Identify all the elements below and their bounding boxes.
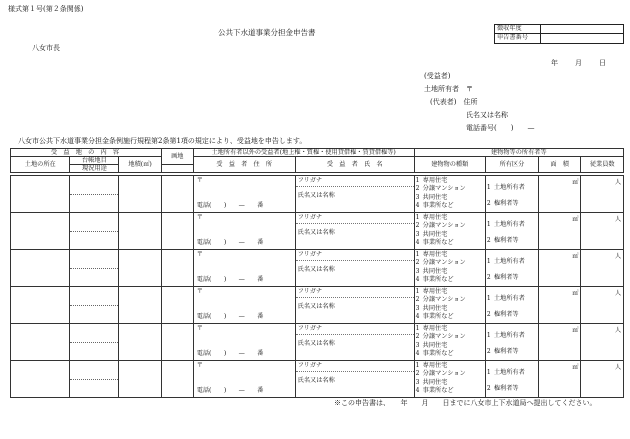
page-title: 公共下水道事業分担金申告書 <box>218 28 316 37</box>
employees-cell[interactable] <box>581 176 624 213</box>
beneficiary-address-header: 受 益 者 住 所 <box>193 157 295 173</box>
beneficiary-address-cell[interactable] <box>193 250 295 287</box>
beneficiary-address-cell[interactable] <box>193 361 295 398</box>
ownership-option[interactable]: 権利者等 <box>493 236 519 244</box>
furigana-label: フリガナ <box>297 250 323 258</box>
ownership-number: 2 <box>486 310 491 318</box>
postal-mark: 〒 <box>196 213 203 221</box>
land-location-cell[interactable] <box>11 250 70 287</box>
employee-unit: 人 <box>614 326 621 334</box>
building-type-number: 3 <box>415 230 420 238</box>
building-type-cell <box>414 250 485 287</box>
table-body <box>10 175 624 398</box>
furigana-label: フリガナ <box>297 176 323 184</box>
floor-area-cell[interactable] <box>538 213 580 250</box>
building-type-option[interactable]: 共同住宅 <box>422 230 448 238</box>
area-unit: ㎡ <box>572 326 579 334</box>
owner-label: 土地所有者 〒 <box>424 85 473 93</box>
ownership-number: 2 <box>486 347 491 355</box>
chiban-cell[interactable] <box>161 213 193 250</box>
building-type-number: 1 <box>415 213 420 221</box>
ownership-option[interactable]: 土地所有者 <box>493 331 525 339</box>
representative-label: (代表者) 住所 <box>430 98 478 106</box>
land-location-header: 土地の所在 <box>11 157 70 173</box>
building-type-number: 3 <box>415 341 420 349</box>
building-type-number: 2 <box>415 296 420 303</box>
table-row <box>11 287 624 324</box>
juekichi-header: 受 益 地 の 内 容 <box>11 149 162 157</box>
building-type-number: 4 <box>415 387 420 394</box>
building-type-number: 4 <box>415 350 420 357</box>
land-location-cell[interactable] <box>11 213 70 250</box>
floor-area-cell[interactable] <box>538 287 580 324</box>
ownership-option[interactable]: 権利者等 <box>493 384 519 392</box>
ownership-number: 1 <box>486 257 491 265</box>
area-cell[interactable] <box>119 361 161 398</box>
building-type-number: 4 <box>415 276 420 283</box>
building-type-option[interactable]: 専用住宅 <box>422 287 448 295</box>
ownership-option[interactable]: 権利者等 <box>493 199 519 207</box>
building-type-number: 2 <box>415 222 420 229</box>
building-type-option[interactable]: 専用住宅 <box>422 176 448 184</box>
top-right-box <box>494 24 624 44</box>
beneficiary-phone: 電話( ) — 番 <box>196 349 264 357</box>
ownership-number: 2 <box>486 236 491 244</box>
ownership-option[interactable]: 権利者等 <box>493 310 519 318</box>
building-type-option[interactable]: 共同住宅 <box>422 304 448 312</box>
area-unit: ㎡ <box>572 289 579 297</box>
building-type-number: 2 <box>415 185 420 192</box>
juekichi-table <box>10 148 624 173</box>
floor-area-header: 面 積 <box>538 157 580 173</box>
employees-cell[interactable] <box>581 250 624 287</box>
area-cell[interactable] <box>119 176 161 213</box>
table-row <box>11 361 624 398</box>
floor-area-cell[interactable] <box>538 324 580 361</box>
ownership-cell <box>485 213 538 250</box>
beneficiary-name-label: 氏名又は名称 <box>297 191 335 199</box>
ownership-option[interactable]: 土地所有者 <box>493 220 525 228</box>
fiscal-year-label: 徴収年度 <box>495 25 541 33</box>
ownership-option[interactable]: 土地所有者 <box>493 368 525 376</box>
footer-note: ※この申告書は、 年 月 日までに八女市上下水道局へ提出してください。 <box>334 399 597 407</box>
form-number: 様式第１号(第２条関係) <box>8 5 84 13</box>
land-location-cell[interactable] <box>11 176 70 213</box>
building-type-option[interactable]: 分譲マンション <box>422 333 466 340</box>
floor-area-cell[interactable] <box>538 361 580 398</box>
chiban-cell[interactable] <box>161 287 193 324</box>
recipient: 八女市長 <box>32 44 60 52</box>
date-line: 年 月 日 <box>551 59 607 67</box>
postal-mark: 〒 <box>196 250 203 258</box>
ownership-option[interactable]: 権利者等 <box>493 273 519 281</box>
beneficiary-name-label: 氏名又は名称 <box>297 228 335 236</box>
area-unit: ㎡ <box>572 178 579 186</box>
table-row <box>11 324 624 361</box>
beneficiary-name-label: 氏名又は名称 <box>297 376 335 384</box>
building-type-option[interactable]: 共同住宅 <box>422 378 448 386</box>
ownership-number: 2 <box>486 273 491 281</box>
building-type-number: 2 <box>415 333 420 340</box>
beneficiary-address-cell[interactable] <box>193 176 295 213</box>
building-type-option[interactable]: 分譲マンション <box>422 185 466 192</box>
ownership-header: 所有区分 <box>485 157 538 173</box>
ownership-option[interactable]: 土地所有者 <box>493 183 525 191</box>
building-type-option[interactable]: 分譲マンション <box>422 296 466 303</box>
area-cell[interactable] <box>119 287 161 324</box>
building-type-number: 4 <box>415 313 420 320</box>
ledger-category-cell[interactable] <box>70 213 119 250</box>
land-location-cell[interactable] <box>11 324 70 361</box>
ownership-number: 1 <box>486 183 491 191</box>
building-type-number: 3 <box>415 193 420 201</box>
beneficiary-name-cell[interactable] <box>295 176 414 213</box>
ledger-category-cell[interactable] <box>70 287 119 324</box>
employee-unit: 人 <box>614 252 621 260</box>
beneficiary-name-cell[interactable] <box>295 250 414 287</box>
furigana-label: フリガナ <box>297 213 323 221</box>
beneficiary-name-cell[interactable] <box>295 213 414 250</box>
postal-mark: 〒 <box>196 176 203 184</box>
area-header: 地積(㎡) <box>119 157 162 173</box>
building-group-header: 建物物等の所有者等 <box>414 149 623 157</box>
table-row <box>11 213 624 250</box>
employee-unit: 人 <box>614 289 621 297</box>
beneficiary-address-cell[interactable] <box>193 213 295 250</box>
ledger-category-header: 台帳地目 <box>70 157 119 165</box>
land-location-cell[interactable] <box>11 361 70 398</box>
building-type-number: 3 <box>415 378 420 386</box>
applicant-heading: (受益者) <box>424 72 451 80</box>
building-type-option[interactable]: 事業所など <box>422 276 454 283</box>
building-type-number: 2 <box>415 370 420 377</box>
building-type-option[interactable]: 事業所など <box>422 202 454 209</box>
area-cell[interactable] <box>119 213 161 250</box>
ownership-cell <box>485 176 538 213</box>
application-number-field[interactable] <box>541 34 623 43</box>
beneficiary-phone: 電話( ) — 番 <box>196 312 264 320</box>
chiban-header: 画地 <box>161 149 193 165</box>
building-type-number: 2 <box>415 259 420 266</box>
ownership-number: 1 <box>486 294 491 302</box>
furigana-label: フリガナ <box>297 287 323 295</box>
building-type-option[interactable]: 共同住宅 <box>422 267 448 275</box>
beneficiary-phone: 電話( ) — 番 <box>196 201 264 209</box>
building-type-option[interactable]: 専用住宅 <box>422 250 448 258</box>
statement: 八女市公共下水道事業分担金条例施行規程第2条第1項の規定により、受益地を申告します。 <box>18 137 307 145</box>
building-type-option[interactable]: 分譲マンション <box>422 259 466 266</box>
employee-unit: 人 <box>614 178 621 186</box>
chiban-cell[interactable] <box>161 250 193 287</box>
beneficiary-name-label: 氏名又は名称 <box>297 339 335 347</box>
ownership-option[interactable]: 土地所有者 <box>493 257 525 265</box>
employees-cell[interactable] <box>581 287 624 324</box>
postal-mark: 〒 <box>196 287 203 295</box>
beneficiary-name-cell[interactable] <box>295 361 414 398</box>
area-cell[interactable] <box>119 250 161 287</box>
ledger-category-cell[interactable] <box>70 324 119 361</box>
building-type-number: 1 <box>415 250 420 258</box>
floor-area-cell[interactable] <box>538 250 580 287</box>
building-type-option[interactable]: 分譲マンション <box>422 222 466 229</box>
ownership-cell <box>485 361 538 398</box>
employees-cell[interactable] <box>581 213 624 250</box>
building-type-option[interactable]: 事業所など <box>422 350 454 357</box>
chiban-cell[interactable] <box>161 176 193 213</box>
building-type-header: 建物物の種類 <box>414 157 485 173</box>
building-type-cell <box>414 361 485 398</box>
ownership-number: 2 <box>486 384 491 392</box>
beneficiary-group-header: 土地所有者以外の受益者(地上権・質権・使用貸借権・賃貸借権等) <box>193 149 414 157</box>
application-number-label: 申告書番号 <box>495 34 541 43</box>
building-type-option[interactable]: 分譲マンション <box>422 370 466 377</box>
ledger-category-cell[interactable] <box>70 176 119 213</box>
table-row <box>11 250 624 287</box>
building-type-number: 4 <box>415 239 420 246</box>
postal-mark: 〒 <box>196 324 203 332</box>
beneficiary-address-cell[interactable] <box>193 324 295 361</box>
building-type-cell <box>414 324 485 361</box>
building-type-option[interactable]: 専用住宅 <box>422 324 448 332</box>
furigana-label: フリガナ <box>297 361 323 369</box>
ownership-number: 1 <box>486 220 491 228</box>
ownership-number: 1 <box>486 331 491 339</box>
building-type-option[interactable]: 共同住宅 <box>422 341 448 349</box>
furigana-label: フリガナ <box>297 324 323 332</box>
ledger-category-cell[interactable] <box>70 250 119 287</box>
area-unit: ㎡ <box>572 252 579 260</box>
building-type-option[interactable]: 事業所など <box>422 313 454 320</box>
beneficiary-name-label: 氏名又は名称 <box>297 265 335 273</box>
fiscal-year-field[interactable] <box>541 25 623 33</box>
employee-unit: 人 <box>614 363 621 371</box>
employees-cell[interactable] <box>581 324 624 361</box>
building-type-number: 1 <box>415 324 420 332</box>
floor-area-cell[interactable] <box>538 176 580 213</box>
beneficiary-name-label: 氏名又は名称 <box>297 302 335 310</box>
ownership-number: 1 <box>486 368 491 376</box>
chiban-cell[interactable] <box>161 361 193 398</box>
area-unit: ㎡ <box>572 363 579 371</box>
ownership-cell <box>485 250 538 287</box>
table-row <box>11 176 624 213</box>
beneficiary-name-cell[interactable] <box>295 324 414 361</box>
building-type-number: 3 <box>415 267 420 275</box>
land-location-cell[interactable] <box>11 287 70 324</box>
building-type-number: 1 <box>415 287 420 295</box>
ownership-number: 2 <box>486 199 491 207</box>
building-type-option[interactable]: 専用住宅 <box>422 213 448 221</box>
employees-header: 従業員数 <box>581 157 624 173</box>
building-type-cell <box>414 213 485 250</box>
building-type-number: 3 <box>415 304 420 312</box>
ledger-category-cell[interactable] <box>70 361 119 398</box>
postal-mark: 〒 <box>196 361 203 369</box>
building-type-option[interactable]: 共同住宅 <box>422 193 448 201</box>
applicant-name-label: 氏名又は名称 <box>466 111 508 119</box>
employee-unit: 人 <box>614 215 621 223</box>
beneficiary-address-cell[interactable] <box>193 287 295 324</box>
building-type-cell <box>414 287 485 324</box>
building-type-option[interactable]: 事業所など <box>422 387 454 394</box>
building-type-number: 4 <box>415 202 420 209</box>
ownership-cell <box>485 324 538 361</box>
beneficiary-phone: 電話( ) — 番 <box>196 386 264 394</box>
beneficiary-name-header: 受 益 者 氏 名 <box>295 157 414 173</box>
area-cell[interactable] <box>119 324 161 361</box>
employees-cell[interactable] <box>581 361 624 398</box>
current-use-header: 現況用途 <box>70 165 119 173</box>
building-type-option[interactable]: 専用住宅 <box>422 361 448 369</box>
building-type-option[interactable]: 事業所など <box>422 239 454 246</box>
ownership-option[interactable]: 権利者等 <box>493 347 519 355</box>
beneficiary-phone: 電話( ) — 番 <box>196 275 264 283</box>
beneficiary-phone: 電話( ) — 番 <box>196 238 264 246</box>
building-type-number: 1 <box>415 361 420 369</box>
ownership-cell <box>485 287 538 324</box>
beneficiary-name-cell[interactable] <box>295 287 414 324</box>
applicant-phone-label: 電話番号( ) — <box>466 124 535 132</box>
chiban-cell[interactable] <box>161 324 193 361</box>
building-type-number: 1 <box>415 176 420 184</box>
ownership-option[interactable]: 土地所有者 <box>493 294 525 302</box>
building-type-cell <box>414 176 485 213</box>
area-unit: ㎡ <box>572 215 579 223</box>
